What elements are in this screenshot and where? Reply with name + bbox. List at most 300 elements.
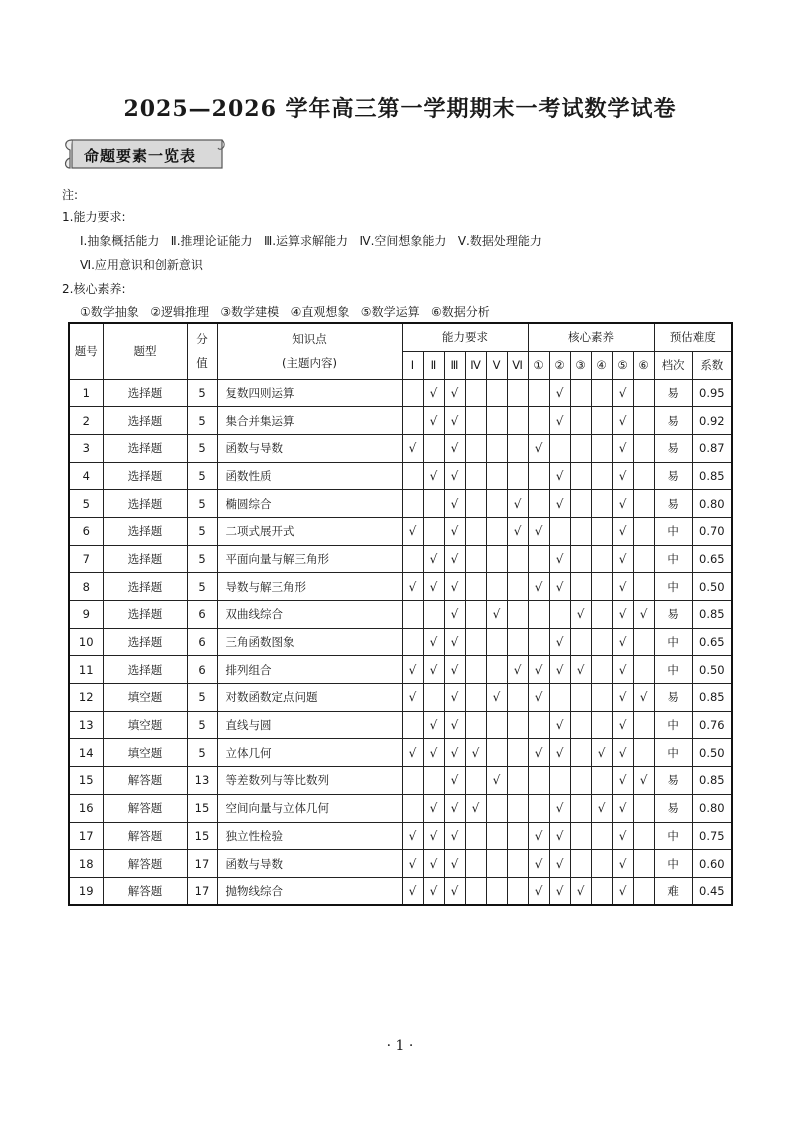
cell-type: 填空题 — [103, 711, 187, 739]
cell-core-check — [591, 850, 612, 878]
cell-level: 中 — [654, 517, 692, 545]
table-row — [69, 628, 732, 656]
cell-coef: 0.60 — [692, 850, 732, 878]
cell-ability-check — [465, 434, 486, 462]
cell-level: 中 — [654, 656, 692, 684]
cell-core-check: √ — [528, 517, 549, 545]
table-row — [69, 490, 732, 518]
cell-level: 易 — [654, 794, 692, 822]
header-core-col: ① — [528, 351, 549, 379]
cell-core-check — [528, 462, 549, 490]
cell-num: 17 — [69, 822, 103, 850]
cell-coef: 0.85 — [692, 601, 732, 629]
cell-core-check — [633, 794, 654, 822]
cell-num: 1 — [69, 379, 103, 407]
cell-coef: 0.80 — [692, 794, 732, 822]
cell-core-check: √ — [549, 573, 570, 601]
cell-type: 选择题 — [103, 601, 187, 629]
cell-core-check: √ — [549, 490, 570, 518]
note-label: 注: — [62, 188, 79, 202]
cell-core-check: √ — [612, 656, 633, 684]
cell-ability-check: √ — [444, 490, 465, 518]
cell-type: 选择题 — [103, 379, 187, 407]
cell-num: 9 — [69, 601, 103, 629]
cell-level: 中 — [654, 545, 692, 573]
cell-ability-check — [402, 462, 423, 490]
cell-ability-check: √ — [402, 877, 423, 905]
cell-core-check — [528, 407, 549, 435]
cell-score: 5 — [187, 684, 217, 712]
cell-type: 选择题 — [103, 462, 187, 490]
cell-num: 15 — [69, 767, 103, 795]
header-score-top: 分 — [196, 332, 208, 347]
cell-core-check: √ — [612, 573, 633, 601]
cell-core-check — [591, 379, 612, 407]
cell-level: 易 — [654, 684, 692, 712]
cell-knowledge-point: 对数函数定点问题 — [217, 684, 402, 712]
table-row — [69, 517, 732, 545]
cell-ability-check — [486, 462, 507, 490]
cell-score: 17 — [187, 850, 217, 878]
header-core-col: ③ — [570, 351, 591, 379]
header-num: 题号 — [69, 323, 103, 379]
cell-coef: 0.80 — [692, 490, 732, 518]
cell-type: 填空题 — [103, 684, 187, 712]
cell-core-check — [591, 407, 612, 435]
cell-core-check — [570, 767, 591, 795]
cell-ability-check: √ — [423, 379, 444, 407]
cell-num: 11 — [69, 656, 103, 684]
header-score-bottom: 值 — [196, 356, 208, 371]
cell-knowledge-point: 排列组合 — [217, 656, 402, 684]
table-row — [69, 711, 732, 739]
header-ability-col: Ⅲ — [444, 351, 465, 379]
cell-ability-check: √ — [444, 573, 465, 601]
cell-core-check — [591, 573, 612, 601]
cell-core-check: √ — [549, 379, 570, 407]
cell-score: 5 — [187, 407, 217, 435]
banner-label: 命题要素一览表 — [84, 147, 197, 165]
cell-type: 选择题 — [103, 628, 187, 656]
cell-ability-check: √ — [465, 739, 486, 767]
cell-ability-check: √ — [402, 573, 423, 601]
cell-core-check — [570, 517, 591, 545]
cell-core-check — [591, 684, 612, 712]
cell-core-check — [633, 877, 654, 905]
cell-level: 中 — [654, 739, 692, 767]
header-level: 档次 — [654, 351, 692, 379]
cell-core-check — [528, 711, 549, 739]
core-heading: 2.核心素养: — [62, 282, 126, 296]
cell-type: 解答题 — [103, 767, 187, 795]
cell-core-check: √ — [528, 656, 549, 684]
cell-core-check — [570, 545, 591, 573]
cell-ability-check — [486, 407, 507, 435]
table-row — [69, 407, 732, 435]
cell-core-check — [591, 628, 612, 656]
cell-ability-check: √ — [423, 573, 444, 601]
header-ability-col: Ⅴ — [486, 351, 507, 379]
cell-core-check — [570, 434, 591, 462]
cell-coef: 0.87 — [692, 434, 732, 462]
cell-core-check — [570, 850, 591, 878]
cell-type: 选择题 — [103, 434, 187, 462]
cell-ability-check — [507, 628, 528, 656]
cell-core-check: √ — [570, 601, 591, 629]
cell-core-check: √ — [633, 684, 654, 712]
cell-ability-check: √ — [507, 490, 528, 518]
cell-knowledge-point: 函数与导数 — [217, 850, 402, 878]
cell-type: 选择题 — [103, 656, 187, 684]
cell-ability-check: √ — [465, 794, 486, 822]
cell-knowledge-point: 独立性检验 — [217, 822, 402, 850]
cell-level: 易 — [654, 462, 692, 490]
cell-num: 3 — [69, 434, 103, 462]
cell-score: 5 — [187, 517, 217, 545]
header-kp-top: 知识点 — [292, 332, 327, 347]
cell-coef: 0.50 — [692, 656, 732, 684]
cell-knowledge-point: 空间向量与立体几何 — [217, 794, 402, 822]
cell-ability-check: √ — [444, 822, 465, 850]
cell-coef: 0.76 — [692, 711, 732, 739]
header-type: 题型 — [103, 323, 187, 379]
cell-core-check — [591, 517, 612, 545]
cell-core-check — [633, 407, 654, 435]
cell-core-check — [549, 517, 570, 545]
cell-core-check — [591, 462, 612, 490]
cell-ability-check — [465, 407, 486, 435]
cell-core-check — [591, 601, 612, 629]
cell-core-check — [549, 684, 570, 712]
cell-ability-check — [423, 767, 444, 795]
cell-knowledge-point: 平面向量与解三角形 — [217, 545, 402, 573]
cell-knowledge-point: 双曲线综合 — [217, 601, 402, 629]
cell-core-check — [528, 490, 549, 518]
cell-core-check: √ — [591, 739, 612, 767]
cell-knowledge-point: 函数性质 — [217, 462, 402, 490]
cell-ability-check — [507, 711, 528, 739]
cell-num: 8 — [69, 573, 103, 601]
cell-knowledge-point: 复数四则运算 — [217, 379, 402, 407]
cell-core-check: √ — [612, 822, 633, 850]
cell-core-check — [633, 379, 654, 407]
cell-ability-check: √ — [486, 601, 507, 629]
cell-core-check: √ — [612, 684, 633, 712]
cell-core-check: √ — [612, 739, 633, 767]
cell-ability-check: √ — [402, 739, 423, 767]
cell-core-check — [633, 739, 654, 767]
cell-ability-check: √ — [444, 711, 465, 739]
cell-score: 15 — [187, 822, 217, 850]
cell-type: 填空题 — [103, 739, 187, 767]
cell-level: 中 — [654, 573, 692, 601]
cell-core-check — [633, 545, 654, 573]
cell-num: 7 — [69, 545, 103, 573]
cell-knowledge-point: 导数与解三角形 — [217, 573, 402, 601]
cell-ability-check — [423, 601, 444, 629]
cell-ability-check — [465, 767, 486, 795]
cell-num: 10 — [69, 628, 103, 656]
cell-core-check — [570, 462, 591, 490]
cell-core-check — [570, 379, 591, 407]
cell-score: 5 — [187, 462, 217, 490]
cell-ability-check: √ — [444, 794, 465, 822]
cell-core-check — [633, 628, 654, 656]
cell-ability-check: √ — [507, 517, 528, 545]
cell-ability-check — [507, 739, 528, 767]
cell-ability-check: √ — [423, 628, 444, 656]
cell-ability-check — [486, 656, 507, 684]
cell-ability-check — [486, 573, 507, 601]
cell-ability-check: √ — [423, 545, 444, 573]
cell-level: 易 — [654, 379, 692, 407]
cell-ability-check: √ — [423, 822, 444, 850]
page-title: 2025—2026 学年高三第一学期期末一考试数学试卷 — [123, 96, 677, 122]
cell-core-check — [528, 545, 549, 573]
ability-line-1: Ⅰ.抽象概括能力 Ⅱ.推理论证能力 Ⅲ.运算求解能力 Ⅳ.空间想象能力 Ⅴ.数据处理能力 — [80, 234, 542, 248]
table-row — [69, 601, 732, 629]
cell-num: 5 — [69, 490, 103, 518]
cell-ability-check: √ — [423, 656, 444, 684]
cell-ability-check — [486, 711, 507, 739]
cell-ability-check: √ — [444, 407, 465, 435]
cell-num: 4 — [69, 462, 103, 490]
cell-ability-check: √ — [444, 656, 465, 684]
cell-core-check: √ — [612, 877, 633, 905]
cell-score: 5 — [187, 739, 217, 767]
cell-ability-check — [465, 462, 486, 490]
cell-core-check — [591, 877, 612, 905]
cell-score: 5 — [187, 490, 217, 518]
cell-core-check: √ — [612, 601, 633, 629]
cell-core-check: √ — [549, 711, 570, 739]
cell-core-check — [591, 434, 612, 462]
ability-line-2: Ⅵ.应用意识和创新意识 — [80, 258, 203, 272]
cell-ability-check — [465, 877, 486, 905]
cell-ability-check — [465, 822, 486, 850]
table-row — [69, 573, 732, 601]
cell-core-check: √ — [549, 656, 570, 684]
cell-core-check: √ — [528, 877, 549, 905]
cell-ability-check — [507, 767, 528, 795]
cell-ability-check — [402, 767, 423, 795]
cell-type: 选择题 — [103, 573, 187, 601]
cell-num: 13 — [69, 711, 103, 739]
header-core-col: ⑥ — [633, 351, 654, 379]
cell-num: 6 — [69, 517, 103, 545]
header-ability-col: Ⅱ — [423, 351, 444, 379]
header-score — [187, 323, 217, 379]
cell-core-check — [633, 573, 654, 601]
cell-level: 中 — [654, 850, 692, 878]
header-coef: 系数 — [692, 351, 732, 379]
cell-core-check — [591, 822, 612, 850]
cell-ability-check: √ — [423, 711, 444, 739]
elements-table — [68, 322, 733, 906]
header-core: 核心素养 — [528, 323, 654, 351]
header-kp — [217, 323, 402, 379]
cell-level: 易 — [654, 490, 692, 518]
table-row — [69, 850, 732, 878]
cell-ability-check — [465, 684, 486, 712]
cell-core-check — [528, 628, 549, 656]
cell-ability-check: √ — [402, 850, 423, 878]
table-row — [69, 545, 732, 573]
cell-core-check — [591, 767, 612, 795]
cell-ability-check — [465, 573, 486, 601]
cell-num: 2 — [69, 407, 103, 435]
cell-score: 5 — [187, 379, 217, 407]
cell-core-check: √ — [612, 628, 633, 656]
cell-ability-check: √ — [444, 434, 465, 462]
cell-ability-check: √ — [444, 545, 465, 573]
cell-knowledge-point: 抛物线综合 — [217, 877, 402, 905]
cell-core-check: √ — [612, 490, 633, 518]
cell-core-check — [591, 545, 612, 573]
header-core-col: ④ — [591, 351, 612, 379]
cell-core-check: √ — [570, 877, 591, 905]
header-ability-col: Ⅰ — [402, 351, 423, 379]
header-core-col: ⑤ — [612, 351, 633, 379]
cell-num: 14 — [69, 739, 103, 767]
cell-core-check — [633, 490, 654, 518]
cell-ability-check: √ — [444, 601, 465, 629]
cell-core-check: √ — [612, 462, 633, 490]
table-row — [69, 767, 732, 795]
cell-ability-check — [465, 656, 486, 684]
cell-type: 解答题 — [103, 877, 187, 905]
cell-ability-check — [465, 517, 486, 545]
cell-score: 6 — [187, 601, 217, 629]
cell-score: 5 — [187, 545, 217, 573]
cell-core-check — [633, 850, 654, 878]
cell-ability-check — [465, 601, 486, 629]
cell-core-check — [570, 573, 591, 601]
cell-core-check — [570, 739, 591, 767]
cell-ability-check — [507, 877, 528, 905]
table-row — [69, 877, 732, 905]
cell-core-check — [633, 517, 654, 545]
cell-coef: 0.45 — [692, 877, 732, 905]
cell-core-check — [633, 822, 654, 850]
cell-ability-check — [465, 850, 486, 878]
cell-coef: 0.85 — [692, 767, 732, 795]
cell-ability-check — [465, 711, 486, 739]
core-line: ①数学抽象 ②逻辑推理 ③数学建模 ④直观想象 ⑤数学运算 ⑥数据分析 — [80, 305, 490, 319]
cell-core-check: √ — [591, 794, 612, 822]
cell-ability-check — [486, 794, 507, 822]
cell-level: 易 — [654, 601, 692, 629]
cell-core-check — [591, 490, 612, 518]
cell-ability-check — [507, 573, 528, 601]
cell-core-check: √ — [549, 739, 570, 767]
cell-level: 易 — [654, 407, 692, 435]
cell-ability-check — [507, 407, 528, 435]
cell-ability-check: √ — [444, 684, 465, 712]
cell-ability-check — [465, 545, 486, 573]
cell-ability-check — [507, 462, 528, 490]
cell-ability-check: √ — [444, 517, 465, 545]
cell-core-check — [528, 379, 549, 407]
cell-core-check: √ — [612, 434, 633, 462]
cell-type: 解答题 — [103, 822, 187, 850]
cell-score: 13 — [187, 767, 217, 795]
cell-core-check — [549, 601, 570, 629]
table-row — [69, 684, 732, 712]
cell-score: 5 — [187, 573, 217, 601]
cell-ability-check — [507, 822, 528, 850]
cell-ability-check — [402, 794, 423, 822]
cell-core-check — [570, 407, 591, 435]
cell-core-check: √ — [549, 462, 570, 490]
cell-core-check: √ — [528, 434, 549, 462]
cell-core-check — [528, 794, 549, 822]
table-row — [69, 794, 732, 822]
ability-heading: 1.能力要求: — [62, 210, 126, 224]
cell-core-check — [633, 462, 654, 490]
cell-core-check — [570, 490, 591, 518]
cell-type: 选择题 — [103, 490, 187, 518]
cell-knowledge-point: 等差数列与等比数列 — [217, 767, 402, 795]
header-difficulty: 预估难度 — [654, 323, 732, 351]
cell-knowledge-point: 三角函数图象 — [217, 628, 402, 656]
cell-ability-check — [423, 434, 444, 462]
cell-ability-check — [402, 711, 423, 739]
cell-knowledge-point: 直线与圆 — [217, 711, 402, 739]
cell-ability-check — [423, 684, 444, 712]
cell-coef: 0.92 — [692, 407, 732, 435]
page-number: · 1 · — [386, 1038, 414, 1054]
cell-knowledge-point: 椭圆综合 — [217, 490, 402, 518]
cell-ability-check — [402, 545, 423, 573]
cell-ability-check — [486, 850, 507, 878]
cell-core-check — [570, 822, 591, 850]
cell-ability-check: √ — [444, 850, 465, 878]
cell-core-check — [528, 601, 549, 629]
cell-ability-check — [486, 379, 507, 407]
cell-ability-check — [507, 379, 528, 407]
cell-core-check: √ — [549, 822, 570, 850]
header-ability: 能力要求 — [402, 323, 528, 351]
cell-coef: 0.85 — [692, 684, 732, 712]
cell-ability-check: √ — [423, 739, 444, 767]
cell-ability-check — [486, 517, 507, 545]
table-row — [69, 739, 732, 767]
cell-core-check: √ — [549, 794, 570, 822]
cell-ability-check — [402, 379, 423, 407]
cell-num: 16 — [69, 794, 103, 822]
cell-core-check: √ — [612, 545, 633, 573]
cell-core-check: √ — [549, 628, 570, 656]
cell-ability-check — [465, 379, 486, 407]
cell-core-check: √ — [549, 545, 570, 573]
cell-core-check: √ — [528, 822, 549, 850]
cell-coef: 0.75 — [692, 822, 732, 850]
cell-type: 选择题 — [103, 545, 187, 573]
cell-score: 5 — [187, 711, 217, 739]
cell-level: 中 — [654, 711, 692, 739]
cell-ability-check: √ — [423, 794, 444, 822]
cell-core-check — [528, 767, 549, 795]
cell-ability-check: √ — [423, 407, 444, 435]
cell-ability-check — [507, 545, 528, 573]
cell-ability-check — [402, 628, 423, 656]
cell-ability-check — [486, 739, 507, 767]
cell-ability-check: √ — [402, 684, 423, 712]
cell-ability-check — [486, 822, 507, 850]
cell-core-check: √ — [612, 794, 633, 822]
cell-core-check: √ — [612, 850, 633, 878]
